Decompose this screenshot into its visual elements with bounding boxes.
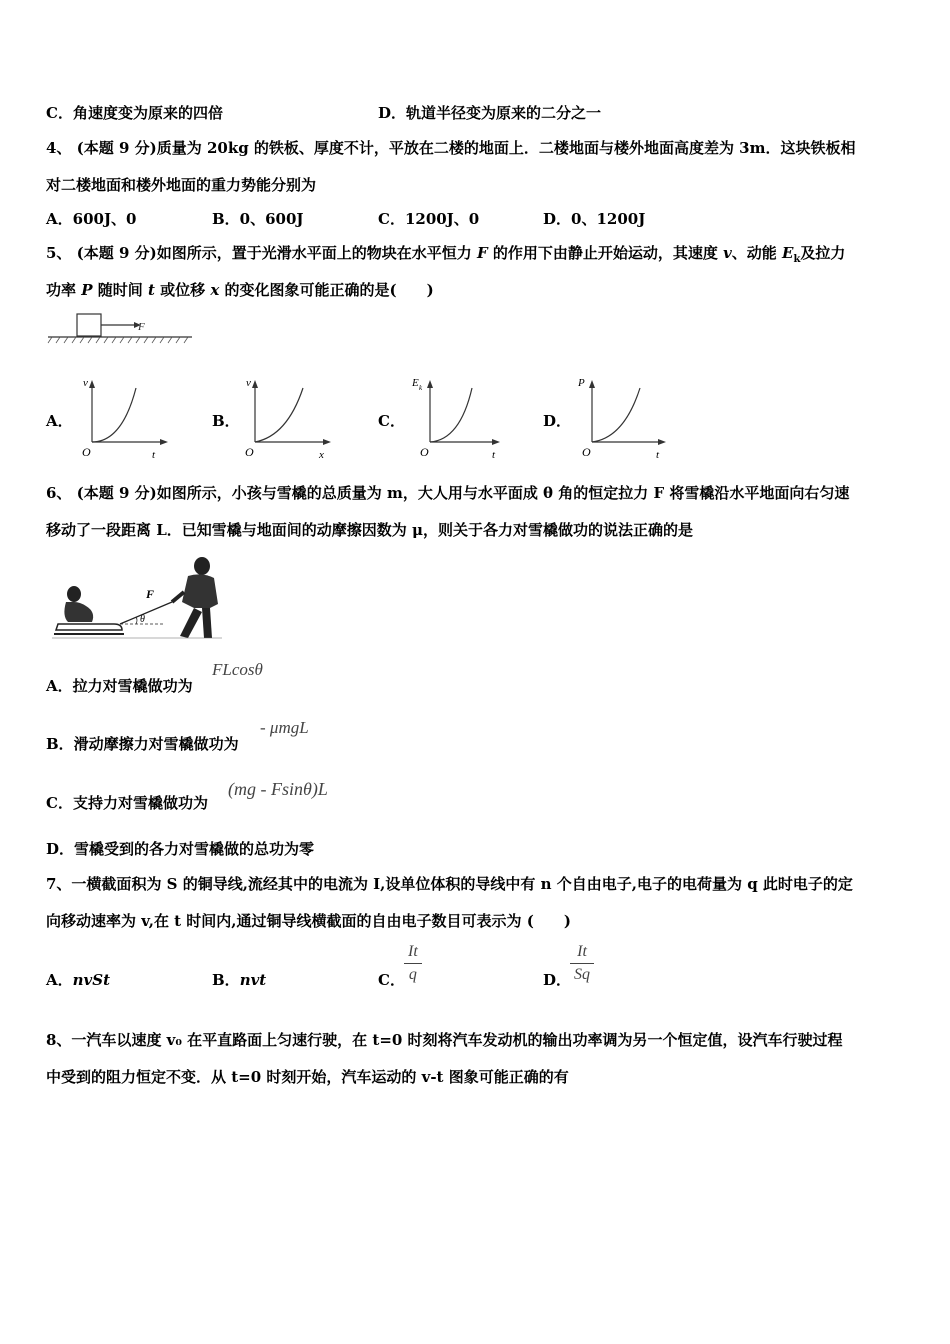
svg-text:F: F xyxy=(146,587,155,601)
svg-text:t: t xyxy=(656,449,660,460)
svg-text:P: P xyxy=(578,377,585,389)
q5-graph-a xyxy=(78,374,173,460)
svg-text:O: O xyxy=(82,445,91,459)
q7-option-d-label: D． xyxy=(543,971,572,989)
sled xyxy=(56,624,122,630)
svg-text:t: t xyxy=(152,449,156,460)
q7-stem-line1: 7、一横截面积为 S 的铜导线,流经其中的电流为 I,设单位体积的导线中有 n 个自由电子,电子的电荷量为 q 此时电子的定 xyxy=(46,875,853,893)
q7-option-a: A．nvSt xyxy=(46,971,111,989)
svg-text:k: k xyxy=(419,384,423,392)
q5-option-a-label: A． xyxy=(46,412,73,430)
child-head xyxy=(67,586,81,602)
q5-stem-line1: 5、 (本题 9 分)如图所示，置于光滑水平面上的物块在水平恒力 F 的作用下由静止开始运动，其速度 v、动能 $E_k$及拉力 xyxy=(46,244,846,265)
q5-graph-c xyxy=(410,374,505,460)
q6-option-a-formula: FLcosθ xyxy=(212,660,263,679)
q6-option-a: A．拉力对雪橇做功为 xyxy=(46,677,193,695)
rope xyxy=(120,602,172,624)
adult-leg-right xyxy=(202,608,212,638)
q8-stem-line2: 中受到的阻力恒定不变．从 t=0 时刻开始，汽车运动的 v-t 图象可能正确的有 xyxy=(46,1068,569,1086)
block-rect xyxy=(77,314,101,336)
q4-option-a: A．600J、0 xyxy=(46,210,137,228)
q6-option-c-formula: (mg - Fsinθ)L xyxy=(228,779,328,799)
svg-text:O: O xyxy=(420,445,429,459)
adult-arm xyxy=(172,592,184,602)
q6-option-c: C．支持力对雪橇做功为 xyxy=(46,794,208,812)
q5-graph-b xyxy=(241,374,336,460)
q6-stem-line1: 6、 (本题 9 分)如图所示，小孩与雪橇的总质量为 m，大人用与水平面成 θ 角的恒定拉力 F 将雪橇沿水平地面向右匀速 xyxy=(46,484,850,502)
q7-stem-line2: 向移动速率为 v,在 t 时间内,通过铜导线横截面的自由电子数目可表示为 ( ) xyxy=(46,912,571,930)
svg-text:t: t xyxy=(492,449,496,460)
q7-option-b: B．nvt xyxy=(212,971,267,989)
q4-stem-line2: 对二楼地面和楼外地面的重力势能分别为 xyxy=(46,176,317,194)
svg-text:θ: θ xyxy=(140,614,145,625)
q4-option-b: B．0、600J xyxy=(212,210,304,228)
adult-body xyxy=(182,574,218,608)
q5-block-figure xyxy=(46,310,196,350)
q6-option-d: D．雪橇受到的各力对雪橇做的总功为零 xyxy=(46,840,315,858)
q5-option-b-label: B． xyxy=(212,412,240,430)
graph-d-curve xyxy=(592,388,640,442)
q6-option-b-formula: - μmgL xyxy=(260,718,309,737)
svg-text:v: v xyxy=(83,377,88,389)
q6-sled-figure xyxy=(52,552,222,642)
q4-option-c: C．1200J、0 xyxy=(378,210,480,228)
svg-text:x: x xyxy=(319,449,324,460)
adult-leg-left xyxy=(180,608,202,638)
graph-c-curve xyxy=(430,388,472,442)
q7-option-c-fraction: It q xyxy=(404,943,422,984)
q3-option-c: C．角速度变为原来的四倍 xyxy=(46,104,223,122)
svg-text:O: O xyxy=(582,445,591,459)
q7-option-c-label: C． xyxy=(378,971,405,989)
q5-stem-line2: 功率 P 随时间 t 或位移 x 的变化图象可能正确的是( ) xyxy=(46,281,434,299)
graph-b-curve xyxy=(255,388,303,442)
q5-option-c-label: C． xyxy=(378,412,405,430)
svg-text:v: v xyxy=(246,377,251,389)
svg-text:O: O xyxy=(245,445,254,459)
q5-graph-d xyxy=(576,374,671,460)
q3-option-d: D．轨道半径变为原来的二分之一 xyxy=(378,104,602,122)
adult-head xyxy=(194,557,210,575)
q5-option-d-label: D． xyxy=(543,412,572,430)
ground-hatch xyxy=(48,337,188,343)
q7-option-d-fraction: It Sq xyxy=(570,943,594,984)
graph-a-curve xyxy=(92,388,136,442)
svg-text:E: E xyxy=(412,377,419,389)
q8-stem-line1: 8、一汽车以速度 v₀ 在平直路面上匀速行驶，在 t=0 时刻将汽车发动机的输出功率调为另一个恒定值，设汽车行驶过程 xyxy=(46,1031,843,1049)
force-label: F xyxy=(138,321,145,333)
q6-stem-line2: 移动了一段距离 L．已知雪橇与地面间的动摩擦因数为 μ，则关于各力对雪橇做功的说法正确的是 xyxy=(46,521,693,539)
q6-option-b: B．滑动摩擦力对雪橇做功为 xyxy=(46,735,239,753)
q4-option-d: D．0、1200J xyxy=(543,210,646,228)
child-body xyxy=(64,602,93,622)
q4-stem-line1: 4、 (本题 9 分)质量为 20kg 的铁板、厚度不计，平放在二楼的地面上．二楼地面与楼外地面高度差为 3m．这块铁板相 xyxy=(46,139,856,157)
